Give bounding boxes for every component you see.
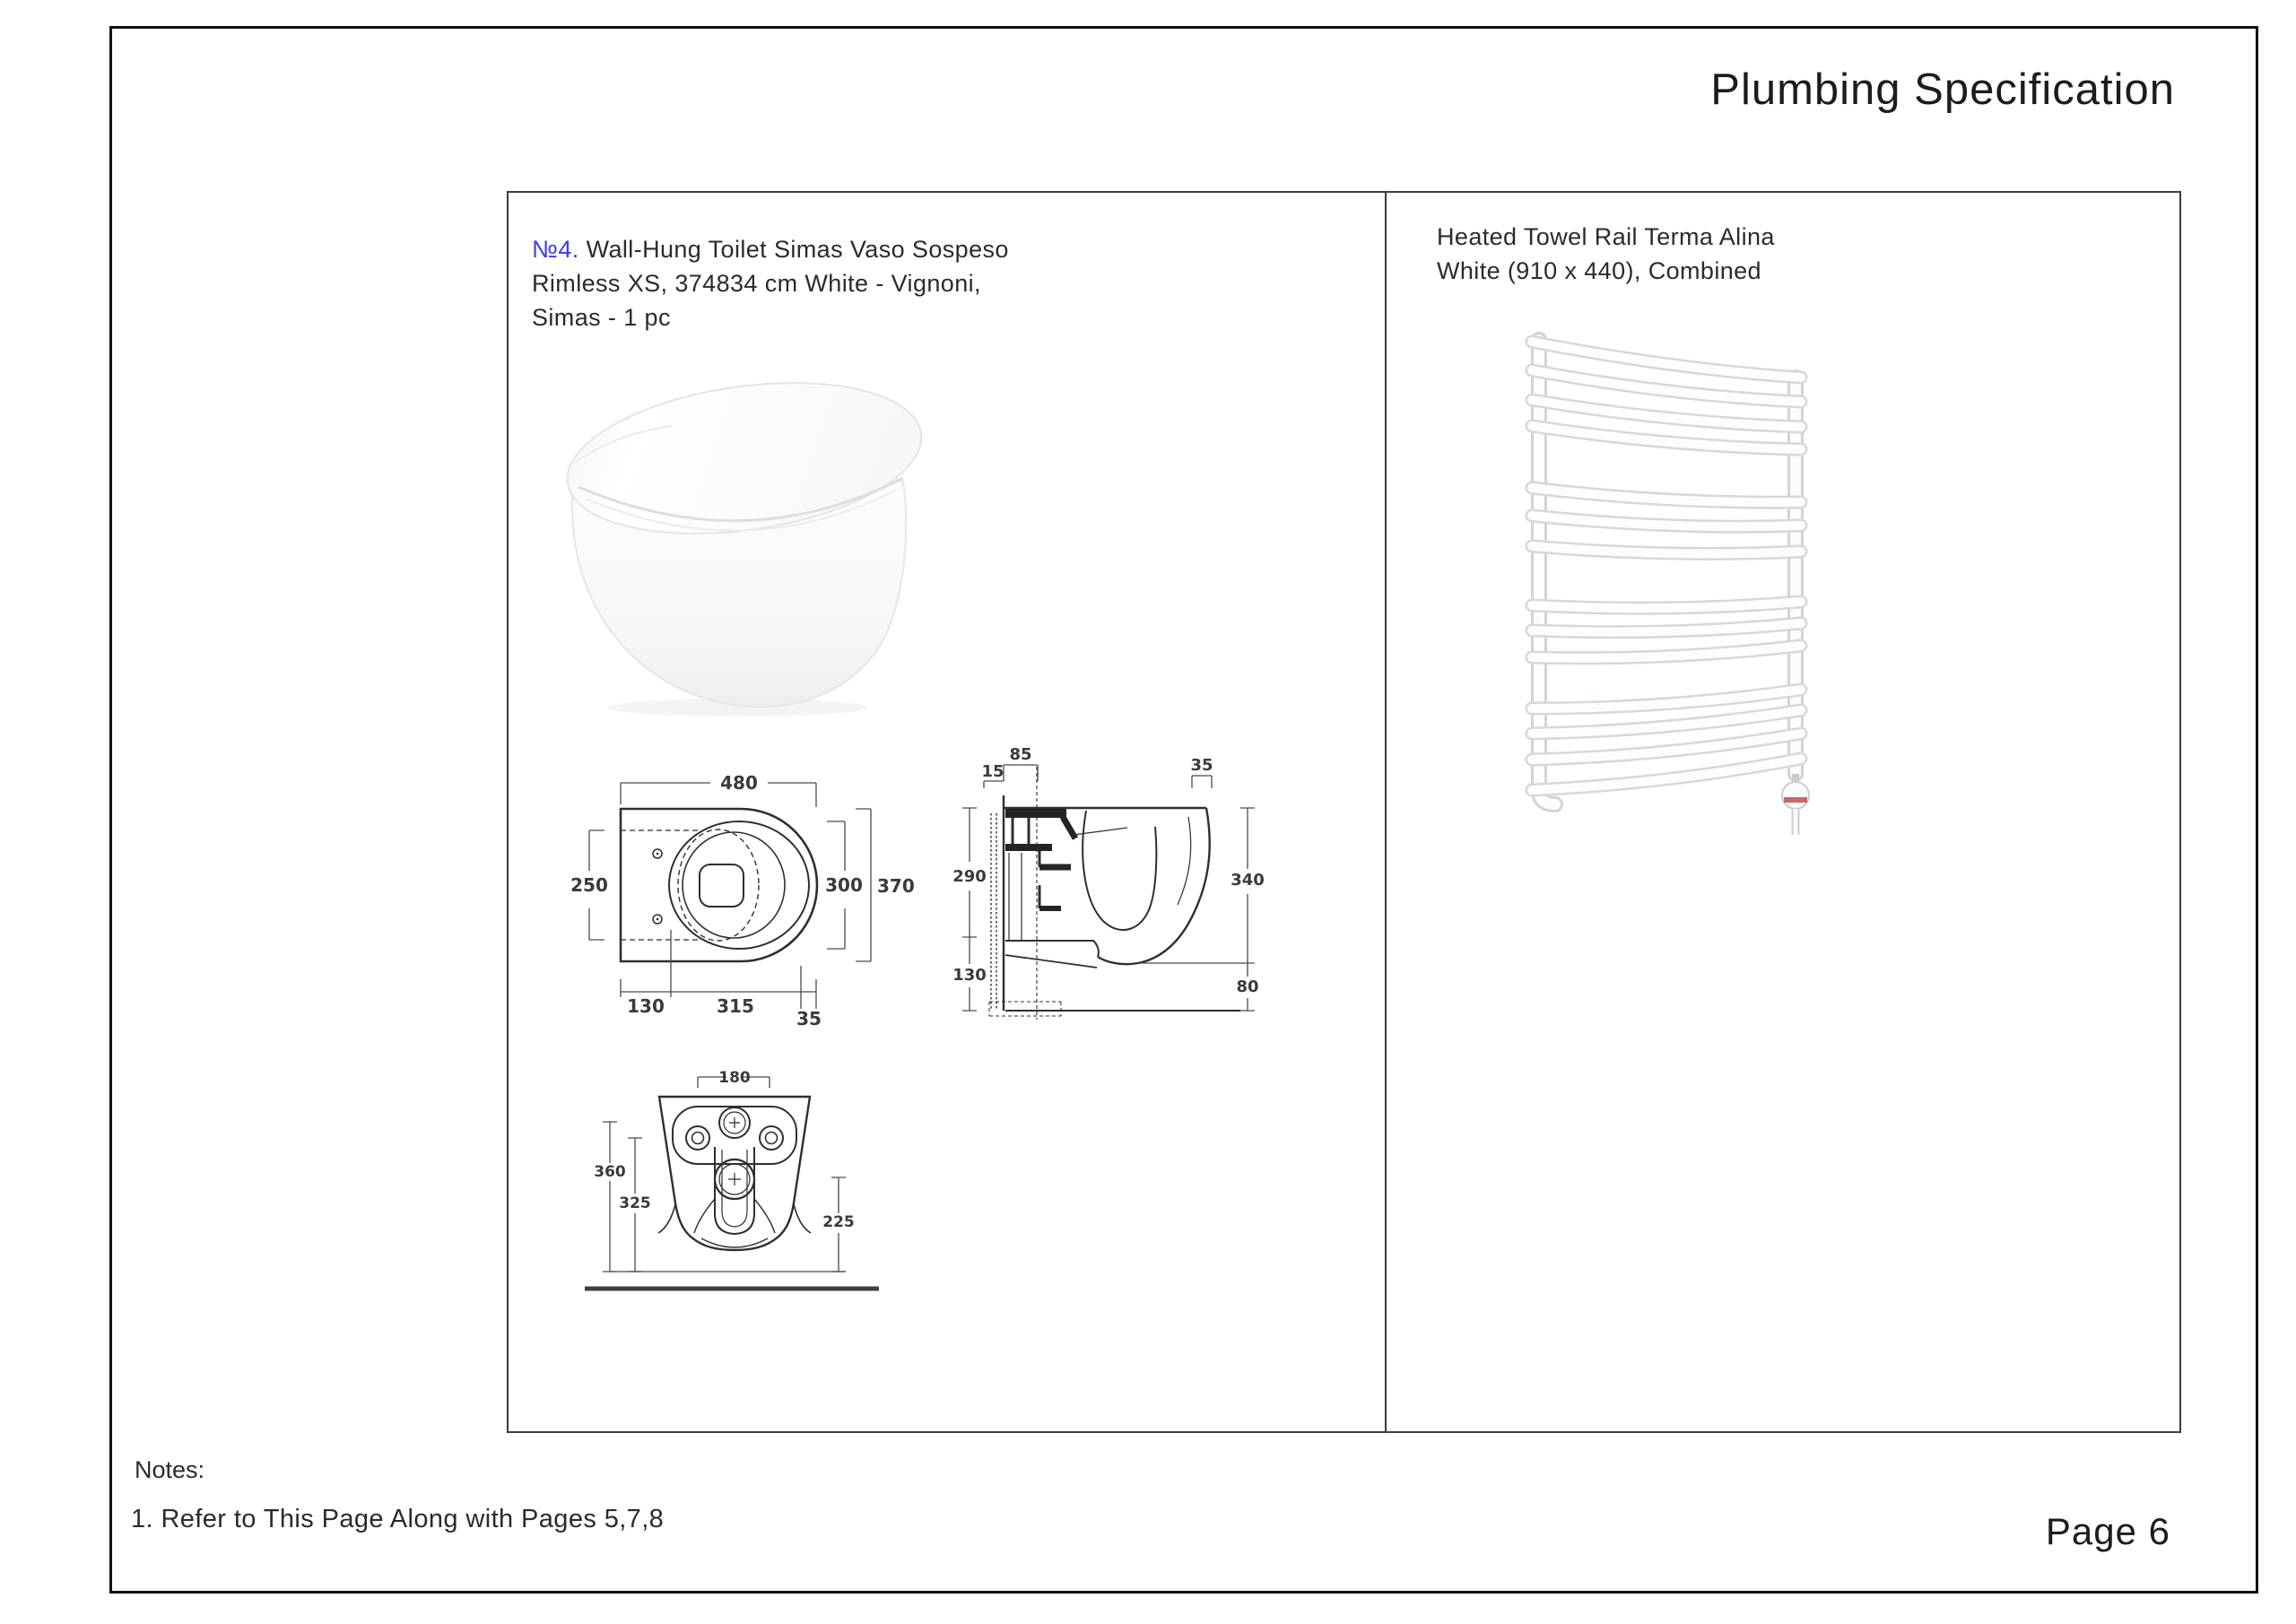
note-item: 1. Refer to This Page Along with Pages 5,7,8 (131, 1505, 665, 1533)
dim-label: 35 (1190, 756, 1213, 775)
page-title: Plumbing Specification (1710, 65, 2175, 114)
dim-label: 130 (952, 966, 987, 985)
page-number: Page 6 (2045, 1510, 2170, 1552)
toilet-plan-drawing (565, 758, 924, 1040)
towel-rail-title-line2: White (910 x 440), Combined (1437, 257, 1761, 284)
dim-label: 35 (796, 1008, 822, 1029)
toilet-title-line1: Wall-Hung Toilet Simas Vaso Sospeso (578, 236, 1009, 263)
heating-element-valve (1782, 774, 1809, 835)
toilet-photo (535, 343, 979, 722)
item-number: №4. (532, 236, 579, 263)
toilet-side-drawing (950, 742, 1282, 1046)
toilet-rear-drawing (583, 1063, 897, 1305)
dim-label: 15 (981, 762, 1004, 781)
dim-label: 370 (877, 875, 915, 897)
towel-rail-spec-cell (1387, 193, 2179, 1431)
notes-label: Notes: (135, 1456, 205, 1483)
toilet-spec-cell (509, 193, 1387, 1431)
dim-label: 180 (718, 1069, 751, 1087)
dim-label: 290 (952, 867, 987, 886)
toilet-title-line3: Simas - 1 pc (532, 304, 671, 331)
toilet-title-line2: Rimless XS, 374834 cm White - Vignoni, (532, 270, 981, 297)
dim-label: 315 (717, 995, 754, 1017)
dim-label: 360 (594, 1163, 626, 1181)
dim-label: 85 (1009, 745, 1032, 764)
valve-red-band (1784, 797, 1807, 803)
dim-label: 225 (822, 1213, 855, 1231)
dim-label: 300 (825, 874, 863, 896)
dim-label: 325 (619, 1194, 651, 1212)
dim-label: 250 (570, 874, 608, 896)
dim-label: 130 (627, 995, 665, 1017)
towel-rail-title-line1: Heated Towel Rail Terma Alina (1437, 223, 1775, 250)
towel-rail-photo (1521, 326, 1831, 846)
toilet-heading (532, 232, 1034, 334)
dim-label: 340 (1231, 871, 1265, 890)
spec-table (507, 191, 2181, 1433)
dim-label: 80 (1236, 977, 1259, 996)
towel-rail-heading (1437, 220, 1939, 288)
dim-label: 480 (720, 772, 758, 794)
